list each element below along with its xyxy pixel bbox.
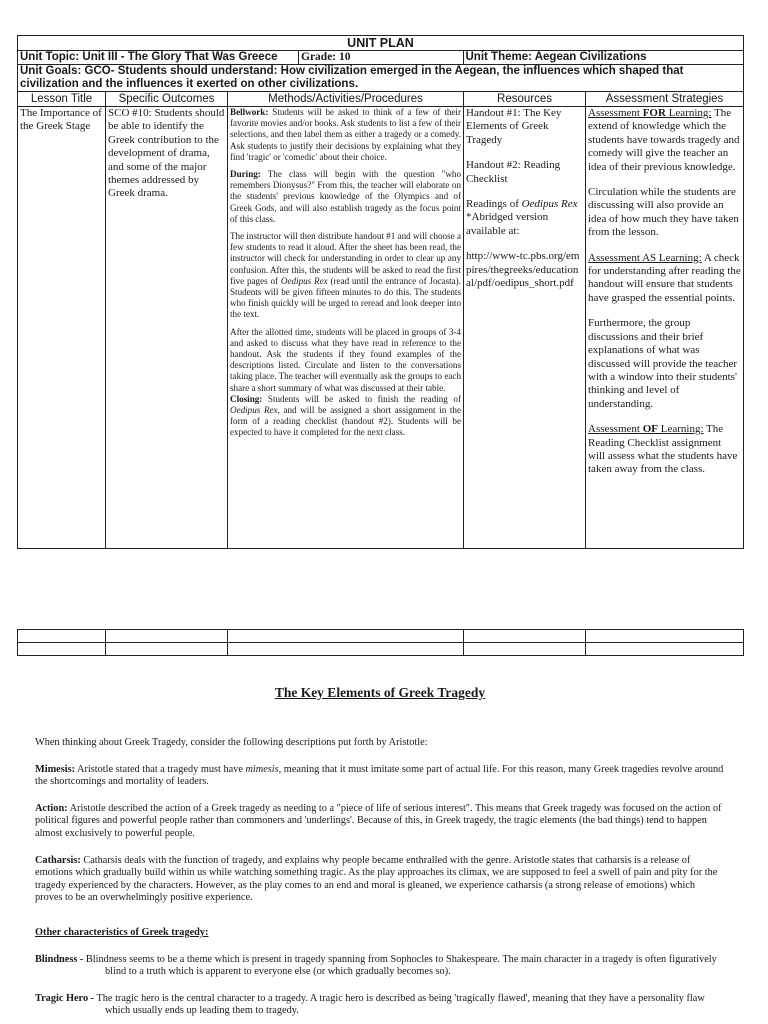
tragic-hero-paragraph: Tragic Hero - The tragic hero is the central character to a tragedy. A tragic hero is described as being 'tragically flawed', meaning that they have a personality flaw which usually ends up leading them to tragedy. — [35, 992, 705, 1017]
header-assessment: Assessment Strategies — [586, 92, 744, 107]
header-specific-outcomes: Specific Outcomes — [106, 92, 228, 107]
outcomes-cell: SCO #10: Students should be able to identify the Greek contribution to the development of drama, and some of the major themes addressed by Greek drama. — [106, 107, 228, 549]
assessment-for-learning: Assessment FOR Learning: The extend of knowledge which the students have towards tragedy and comedy will give the teacher an idea of their previous knowledge. — [588, 107, 740, 173]
grade-label: Grade: 10 — [299, 51, 464, 64]
header-resources: Resources — [464, 92, 586, 107]
resource-handout-2: Handout #2: Reading Checklist — [466, 159, 561, 185]
other-characteristics-heading: Other characteristics of Greek tragedy: — [35, 926, 209, 938]
assessment-as-learning: Assessment AS Learning: A check for understanding after reading the handout will ensure that students have grasped the essential points. — [588, 251, 741, 304]
assessment-of-learning: Assessment OF Learning: The Reading Checklist assignment will assess what the students have taken away from the class. — [588, 423, 738, 476]
blindness-paragraph: Blindness - Blindness seems to be a theme which is present in tragedy spanning from Sophocles to Shakespeare. The main character in a tragedy is often figuratively blind to a truth which is apparent to everyone else (or which gradually becomes so). — [35, 953, 717, 978]
handout-title: The Key Elements of Greek Tragedy — [274, 685, 486, 700]
resource-link[interactable]: http://www-tc.pbs.org/empires/thegreeks/educational/pdf/oedipus_short.pdf — [466, 250, 580, 290]
action-paragraph: Action: Aristotle described the action of a Greek tragedy as needing to a "piece of life of serious interest". This means that Greek tragedy was focused on the action of political figures and powerful people rather than commoners and 'underlings'. Because of this, in Greek tragedy, the tragic elements (the bad things) tend to happen almost exclusively to powerful people. — [35, 802, 722, 839]
header-methods: Methods/Activities/Procedures — [228, 92, 464, 107]
assessment-group-discussion: Furthermore, the group discussions and their brief explanations of what was discussed will provide the teacher with a window into their students' thinking and level of understanding. — [588, 317, 738, 410]
resource-handout-1: Handout #1: The Key Elements of Greek Tragedy — [466, 107, 562, 146]
assessment-cell — [586, 107, 744, 549]
groups-paragraph: After the allotted time, students will be placed in groups of 3-4 and asked to discuss what they have read in reference to the handout. Ask the students if they found examples of the descriptions listed. Circulate and listen to the conversations taking place. The teacher will eventually ask the groups to each share a short summary of what was discussed at their table. — [230, 326, 461, 393]
intro-paragraph: When thinking about Greek Tragedy, consider the following descriptions put forth by Aristotle: — [35, 737, 428, 748]
bellwork-paragraph: Bellwork: Students will be asked to think of a few of their favorite movies and/or books. Ask students to list a few of their selections, and then label them as either a tragedy or a comedy. Ask students to justify their decisions by explaining what they find 'tragic' or 'comedic' about their choice. — [230, 107, 461, 162]
lesson-title-cell: The Importance of the Greek Stage — [18, 107, 106, 549]
resources-cell — [464, 107, 586, 549]
during-paragraph: During: The class will begin with the question "who remembers Dionysus?" From this, the teacher will elaborate on the students' previous knowledge of the Olympics and of Greek Gods, and will also establish tragedy as the focus point of this class. — [230, 169, 461, 224]
unit-plan-title: UNIT PLAN — [18, 36, 744, 51]
resource-abridged: *Abridged version available at: — [466, 211, 549, 237]
header-lesson-title: Lesson Title — [18, 92, 106, 107]
closing-paragraph: Closing: Students will be asked to finish the reading of Oedipus Rex, and will be assigned a short assignment in the form of a reading checklist (handout #2). Students will be expected to have it completed for the next class. — [230, 393, 461, 438]
handout-paragraph: The instructor will then distribute handout #1 and will choose a few students to read it aloud. After the sheet has been read, the instructor will check for understanding in order to clear up any confusion. After this, the students will be asked to read the first five pages of Oedipus Rex (read until the entrance of Jocasta). Students will be given fifteen minutes to do this. The students who finish quickly will be urged to reread and look deeper into the text. — [230, 231, 461, 320]
resource-readings: Readings of Oedipus Rex — [466, 198, 578, 211]
methods-cell — [228, 107, 464, 549]
empty-cell — [18, 630, 106, 643]
unit-goals: Unit Goals: GCO- Students should understand: How civilization emerged in the Aegean, the influences which shaped that civilization and the influences it exerted on other civilizations. — [18, 65, 744, 92]
catharsis-paragraph: Catharsis: Catharsis deals with the function of tragedy, and explains why people became enthralled with the genre. Aristotle states that catharsis is a release of emotions which gradually build within us while watching something tragic. As the play approaches its climax, we are supposed to feel a swell of pain and pity for the tragedy experienced by the characters. However, as the play comes to an end and moral is gleaned, we experience catharsis (a strong release of emotions) which proves to be an overwhelmingly positive experience. — [35, 854, 718, 904]
empty-cell — [18, 643, 106, 656]
empty-table — [17, 629, 744, 656]
assessment-circulation: Circulation while the students are discussing will also provide an idea of how much they have taken from the lesson. — [588, 186, 739, 239]
mimesis-paragraph: Mimesis: Aristotle stated that a tragedy must have mimesis, meaning that it must imitate some part of actual life. For this reason, many Greek tragedies revolve around the shortcomings and mortality of leaders. — [35, 763, 724, 788]
key-elements-handout — [35, 685, 725, 1018]
unit-theme: Unit Theme: Aegean Civilizations — [464, 51, 744, 65]
unit-plan-table — [17, 35, 744, 549]
unit-topic: Unit Topic: Unit III - The Glory That Was Greece — [18, 51, 299, 64]
